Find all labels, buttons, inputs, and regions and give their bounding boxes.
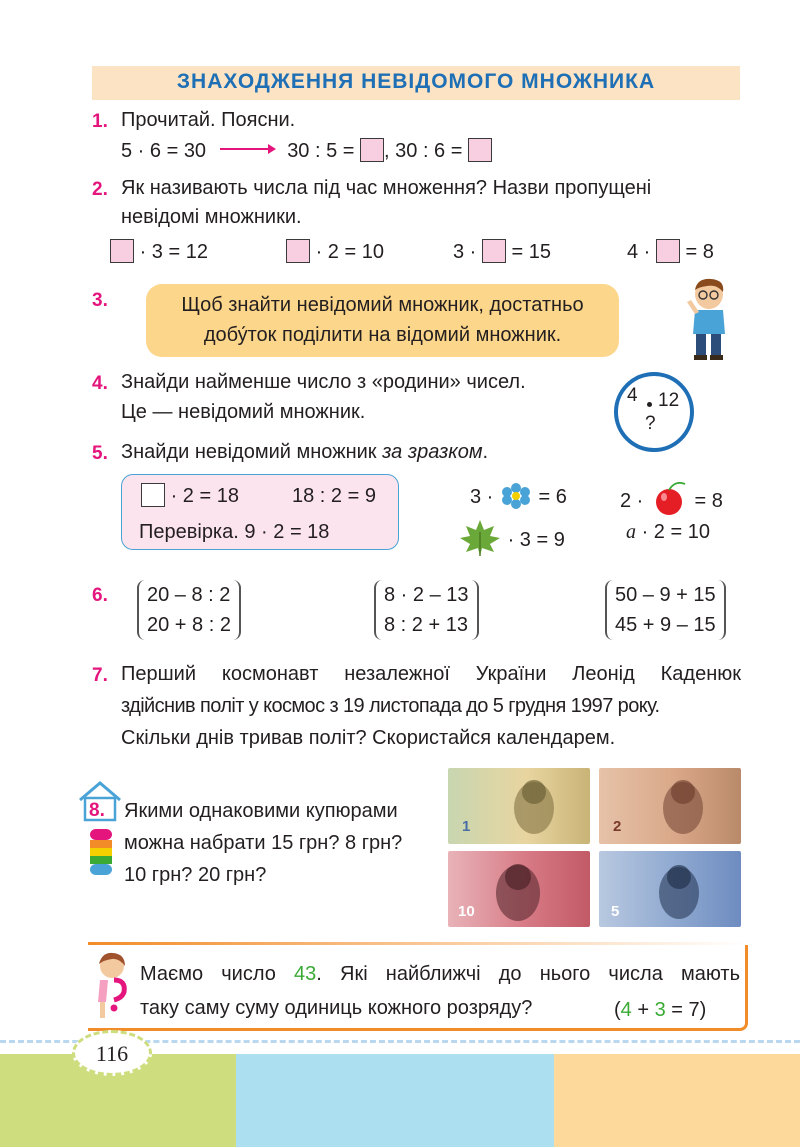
task-2-number: 2.: [92, 179, 108, 200]
task-1-number: 1.: [92, 111, 108, 132]
banknote-5-hryvnia: [599, 851, 741, 927]
eq-text: = 8: [694, 490, 723, 512]
answer-box[interactable]: [482, 239, 506, 263]
task-4-line2: Це — невідомий множник.: [121, 401, 366, 423]
eq-flower: [470, 482, 567, 511]
banknote-value: 10: [458, 903, 475, 920]
circle-number-a: 4: [627, 385, 638, 406]
page-title: ЗНАХОДЖЕННЯ НЕВІДОМОГО МНОЖНИКА: [176, 70, 656, 93]
footer-band-blue: [236, 1054, 554, 1147]
task-4-line1: Знайди найменше число з «родини» чисел.: [121, 371, 526, 393]
task-5-text-end: .: [482, 441, 489, 463]
apple-icon: [649, 482, 689, 516]
circle-number-b: 12: [658, 390, 680, 411]
task-4-number: 4.: [92, 373, 108, 394]
expression: 50 – 9 + 15: [615, 584, 716, 606]
eq-text: · 2 = 18: [170, 485, 239, 507]
task-7-line3: Скільки днів тривав політ? Скористайся календарем.: [121, 727, 616, 749]
task-5-number: 5.: [92, 443, 108, 464]
formula-digit: 3: [654, 999, 666, 1021]
eq-text: 3 ·: [470, 486, 494, 508]
circle-unknown: ?: [645, 413, 656, 434]
banknote-value: 5: [611, 903, 620, 920]
task-2-line1: Як називають числа під час множення? Назви пропущені: [121, 177, 652, 199]
banknote-2-hryvnia: [599, 768, 741, 844]
task-2-eq1: [110, 238, 208, 266]
task-1-eq-left: 5 · 6 = 30: [121, 140, 207, 162]
task-5-text-italic: за зразком: [382, 441, 483, 463]
task-2-line2: невідомі множники.: [121, 206, 302, 228]
expression: 8 : 2 + 13: [384, 614, 468, 636]
eq-text: · 3 = 9: [507, 529, 565, 551]
answer-box[interactable]: [360, 138, 384, 162]
answer-box[interactable]: [468, 138, 492, 162]
task-1-eq-a: 30 : 5 =: [287, 140, 355, 162]
task-5-text-main: Знайди невідомий множник: [121, 441, 377, 463]
girl-question-icon: [92, 950, 134, 1024]
answer-box[interactable]: [110, 239, 134, 263]
rule-box: [146, 284, 619, 357]
challenge-line1: [140, 960, 740, 988]
expression-group-1: [137, 580, 241, 640]
formula-digit: 4: [620, 999, 632, 1021]
banknote-value: 2: [613, 818, 622, 835]
sample-eq1: [141, 482, 239, 510]
task-7-number: 7.: [92, 665, 108, 686]
formula-part: = 7): [665, 999, 707, 1021]
task-1-text: Прочитай. Поясни.: [121, 109, 296, 131]
eq-text: 2 ·: [620, 490, 644, 512]
answer-box[interactable]: [141, 483, 165, 507]
difficulty-levels-icon: [89, 828, 113, 878]
arrow-icon: [218, 142, 276, 156]
expression-group-3: [605, 580, 726, 640]
task-8-number: 8.: [89, 800, 105, 821]
formula-part: +: [631, 999, 655, 1021]
banknote-value: 1: [462, 818, 471, 835]
expression-group-2: [374, 580, 479, 640]
task-1-eq-b: , 30 : 6 =: [384, 140, 463, 162]
task-5-text: [121, 438, 488, 466]
banknote-10-hryvnia: [448, 851, 590, 927]
rule-line2: добу́ток поділити на відомий множник.: [203, 324, 562, 346]
footer-band-orange: [554, 1054, 800, 1147]
expression: 20 – 8 : 2: [147, 584, 231, 606]
challenge-line2: таку саму суму одиниць кожного розряду?: [140, 997, 533, 1019]
eq-text: = 15: [511, 241, 551, 263]
task-1-equation: [121, 137, 492, 165]
task-7-line2: здійснив політ у космос з 19 листопада до 5 грудня 1997 року.: [121, 695, 660, 717]
answer-box[interactable]: [656, 239, 680, 263]
eq-text: · 2 = 10: [641, 521, 710, 543]
eq-variable: [626, 518, 710, 546]
variable-a: a: [626, 521, 636, 543]
challenge-text: Маємо число: [140, 963, 295, 985]
eq-text: 3 ·: [453, 241, 477, 263]
banknote-1-hryvnia: [448, 768, 590, 844]
expression: 20 + 8 : 2: [147, 614, 231, 636]
formula-part: (: [614, 999, 621, 1021]
eq-text: · 2 = 10: [315, 241, 384, 263]
flower-icon: [499, 482, 533, 510]
sample-check: Перевірка. 9 · 2 = 18: [139, 521, 330, 543]
circle-dot: [647, 402, 652, 407]
boy-icon: [683, 276, 733, 362]
task-2-eq2: [286, 238, 384, 266]
answer-box[interactable]: [286, 239, 310, 263]
page-number: 116: [95, 1041, 129, 1066]
eq-text: = 6: [538, 486, 567, 508]
eq-text: = 8: [685, 241, 714, 263]
task-7-line1: Перший космонавт незалежної України Леонід Каденюк: [121, 663, 741, 685]
task-8-line3: 10 грн? 20 грн?: [124, 864, 267, 886]
expression: 45 + 9 – 15: [615, 614, 716, 636]
rule-line1: Щоб знайти невідомий множник, достатньо: [181, 294, 584, 316]
sample-eq2: 18 : 2 = 9: [292, 485, 376, 507]
eq-apple: [620, 482, 723, 516]
number-family-circle: [614, 372, 694, 452]
expression: 8 · 2 – 13: [384, 584, 469, 606]
challenge-text: . Які найближчі до нього числа мають: [316, 963, 740, 985]
eq-text: 4 ·: [627, 241, 651, 263]
task-3-number: 3.: [92, 290, 108, 311]
challenge-formula: [614, 996, 706, 1024]
task-6-number: 6.: [92, 585, 108, 606]
eq-leaf: [458, 518, 565, 556]
challenge-number: 43: [294, 963, 317, 985]
task-8-line2: можна набрати 15 грн? 8 грн?: [124, 832, 403, 854]
task-2-eq4: [627, 238, 714, 266]
task-8-line1: Якими однаковими купюрами: [124, 800, 398, 822]
task-2-eq3: [453, 238, 551, 266]
maple-leaf-icon: [458, 518, 502, 556]
eq-text: · 3 = 12: [139, 241, 208, 263]
portrait-icon: [599, 851, 741, 927]
